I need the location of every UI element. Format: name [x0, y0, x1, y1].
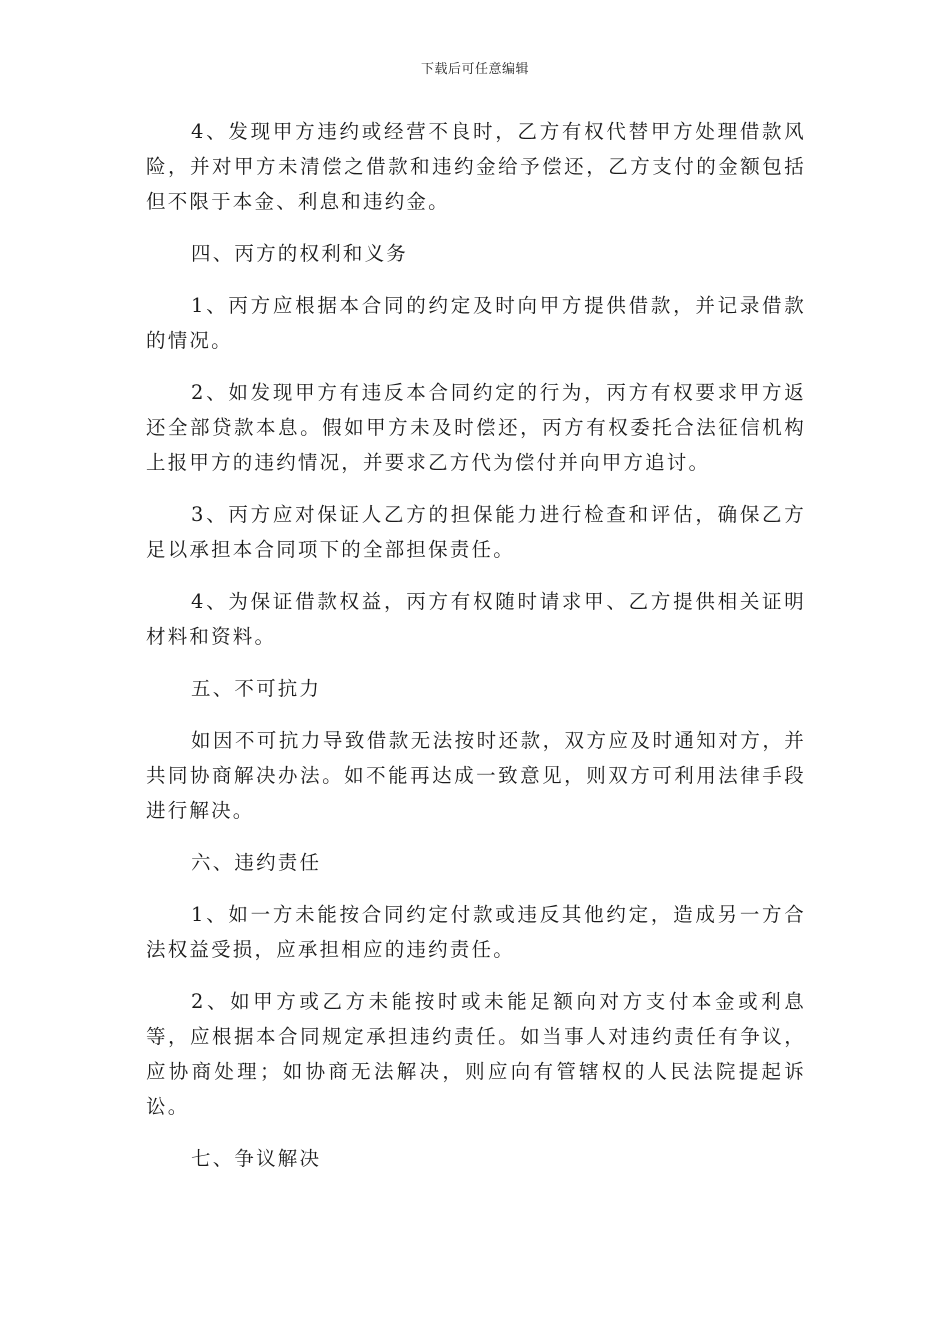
clause-paragraph: 3、丙方应对保证人乙方的担保能力进行检查和评估，确保乙方足以承担本合同项下的全部担保责任。	[146, 503, 806, 561]
clause-paragraph: 如因不可抗力导致借款无法按时还款，双方应及时通知对方，并共同协商解决办法。如不能再达成一致意见，则双方可利用法律手段进行解决。	[146, 729, 806, 822]
section-heading: 六、违约责任	[191, 851, 322, 874]
clause-paragraph: 4、为保证借款权益，丙方有权随时请求甲、乙方提供相关证明材料和资料。	[146, 590, 806, 648]
section-heading: 五、不可抗力	[191, 677, 322, 700]
clause-paragraph: 2、如发现甲方有违反本合同约定的行为，丙方有权要求甲方返还全部贷款本息。假如甲方未及时偿还，丙方有权委托合法征信机构上报甲方的违约情况，并要求乙方代为偿付并向甲方追讨。	[146, 381, 806, 474]
clause-paragraph: 1、如一方未能按合同约定付款或违反其他约定，造成另一方合法权益受损，应承担相应的违约责任。	[146, 903, 806, 961]
clause-paragraph: 2、如甲方或乙方未能按时或未能足额向对方支付本金或利息等，应根据本合同规定承担违约责任。如当事人对违约责任有争议，应协商处理；如协商无法解决，则应向有管辖权的人民法院提起诉讼。	[146, 990, 806, 1118]
page-header-note: 下载后可任意编辑	[420, 62, 529, 77]
clause-paragraph: 1、丙方应根据本合同的约定及时向甲方提供借款，并记录借款的情况。	[146, 294, 806, 352]
section-heading: 七、争议解决	[191, 1147, 322, 1170]
clause-paragraph: 4、发现甲方违约或经营不良时，乙方有权代替甲方处理借款风险，并对甲方未清偿之借款和违约金给予偿还，乙方支付的金额包括但不限于本金、利息和违约金。	[146, 120, 806, 213]
document-body	[146, 114, 806, 1193]
section-heading: 四、丙方的权利和义务	[191, 242, 409, 265]
